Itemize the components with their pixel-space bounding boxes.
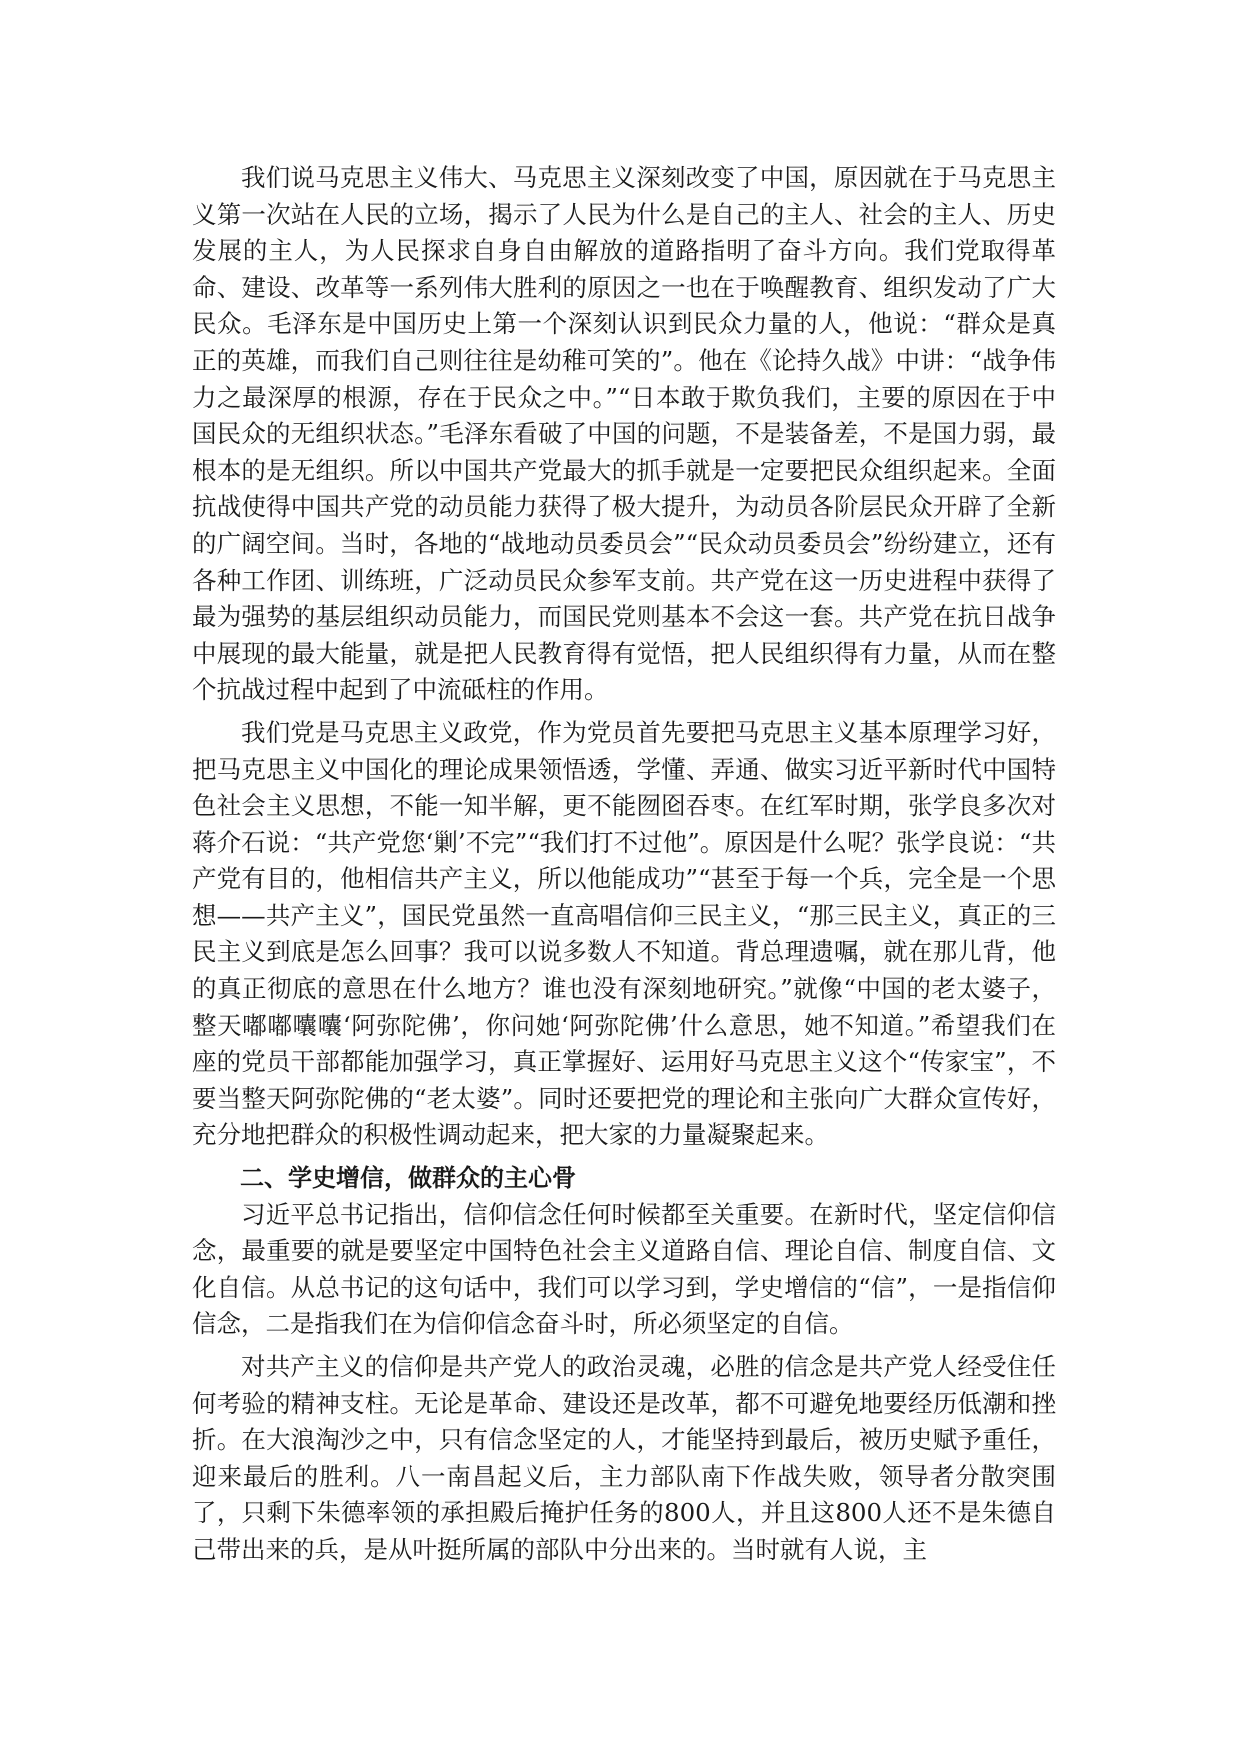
paragraph-marxism-people: 我们说马克思主义伟大、马克思主义深刻改变了中国，原因就在于马克思主义第一次站在人民的立场，揭示了人民为什么是自己的主人、社会的主人、历史发展的主人，为人民探求自身自由解放的道路指明了奋斗方向。我们党取得革命、建设、改革等一系列伟大胜利的原因之一也在于唤醒教育、组织发动了广大民众。毛泽东是中国历史上第一个深刻认识到民众力量的人，他说：“群众是真正的英雄，而我们自己则往往是幼稚可笑的”。他在《论持久战》中讲：“战争伟力之最深厚的根源，存在于民众之中。”“日本敢于欺负我们，主要的原因在于中国民众的无组织状态。”毛泽东看破了中国的问题，不是装备差，不是国力弱，最根本的是无组织。所以中国共产党最大的抓手就是一定要把民众组织起来。全面抗战使得中国共产党的动员能力获得了极大提升，为动员各阶层民众开辟了全新的广阔空间。当时，各地的“战地动员委员会”“民众动员委员会”纷纷建立，还有各种工作团、训练班，广泛动员民众参军支前。共产党在这一历史进程中获得了最为强势的基层组织动员能力，而国民党则基本不会这一套。共产党在抗日战争中展现的最大能量，就是把人民教育得有觉悟，把人民组织得有力量，从而在整个抗战过程中起到了中流砥柱的作用。 — [192, 163, 1056, 705]
document-body — [192, 160, 1056, 1575]
paragraph-belief-confidence: 习近平总书记指出，信仰信念任何时候都至关重要。在新时代，坚定信仰信念，最重要的就是要坚定中国特色社会主义道路自信、理论自信、制度自信、文化自信。从总书记的这句话中，我们可以学习到，学史增信的“信”，一是指信仰信念，二是指我们在为信仰信念奋斗时，所必须坚定的自信。 — [192, 1199, 1056, 1339]
paragraph-communist-faith: 对共产主义的信仰是共产党人的政治灵魂，必胜的信念是共产党人经受住任何考验的精神支柱。无论是革命、建设还是改革，都不可避免地要经历低潮和挫折。在大浪淘沙之中，只有信念坚定的人，才能坚持到最后，被历史赋予重任，迎来最后的胜利。八一南昌起义后，主力部队南下作战失败，领导者分散突围了，只剩下朱德率领的承担殿后掩护任务的800人，并且这800人还不是朱德自己带出来的兵，是从叶挺所属的部队中分出来的。当时就有人说，主 — [192, 1352, 1056, 1564]
paragraph-party-study: 我们党是马克思主义政党，作为党员首先要把马克思主义基本原理学习好，把马克思主义中国化的理论成果领悟透，学懂、弄通、做实习近平新时代中国特色社会主义思想，不能一知半解，更不能囫囵吞枣。在红军时期，张学良多次对蒋介石说：“共产党您‘剿’不完”“我们打不过他”。原因是什么呢？张学良说：“共产党有目的，他相信共产主义，所以他能成功”“甚至于每一个兵，完全是一个思想——共产主义”，国民党虽然一直高唱信仰三民主义，“那三民主义，真正的三民主义到底是怎么回事？我可以说多数人不知道。背总理遗嘱，就在那儿背，他的真正彻底的意思在什么地方？谁也没有深刻地研究。”就像“中国的老太婆子，整天嘟嘟囔囔‘阿弥陀佛’，你问她‘阿弥陀佛’什么意思，她不知道。”希望我们在座的党员干部都能加强学习，真正掌握好、运用好马克思主义这个“传家宝”，不要当整天阿弥陀佛的“老太婆”。同时还要把党的理论和主张向广大群众宣传好，充分地把群众的积极性调动起来，把大家的力量凝聚起来。 — [192, 717, 1056, 1150]
section-heading: 二、学史增信，做群众的主心骨 — [240, 1164, 576, 1193]
